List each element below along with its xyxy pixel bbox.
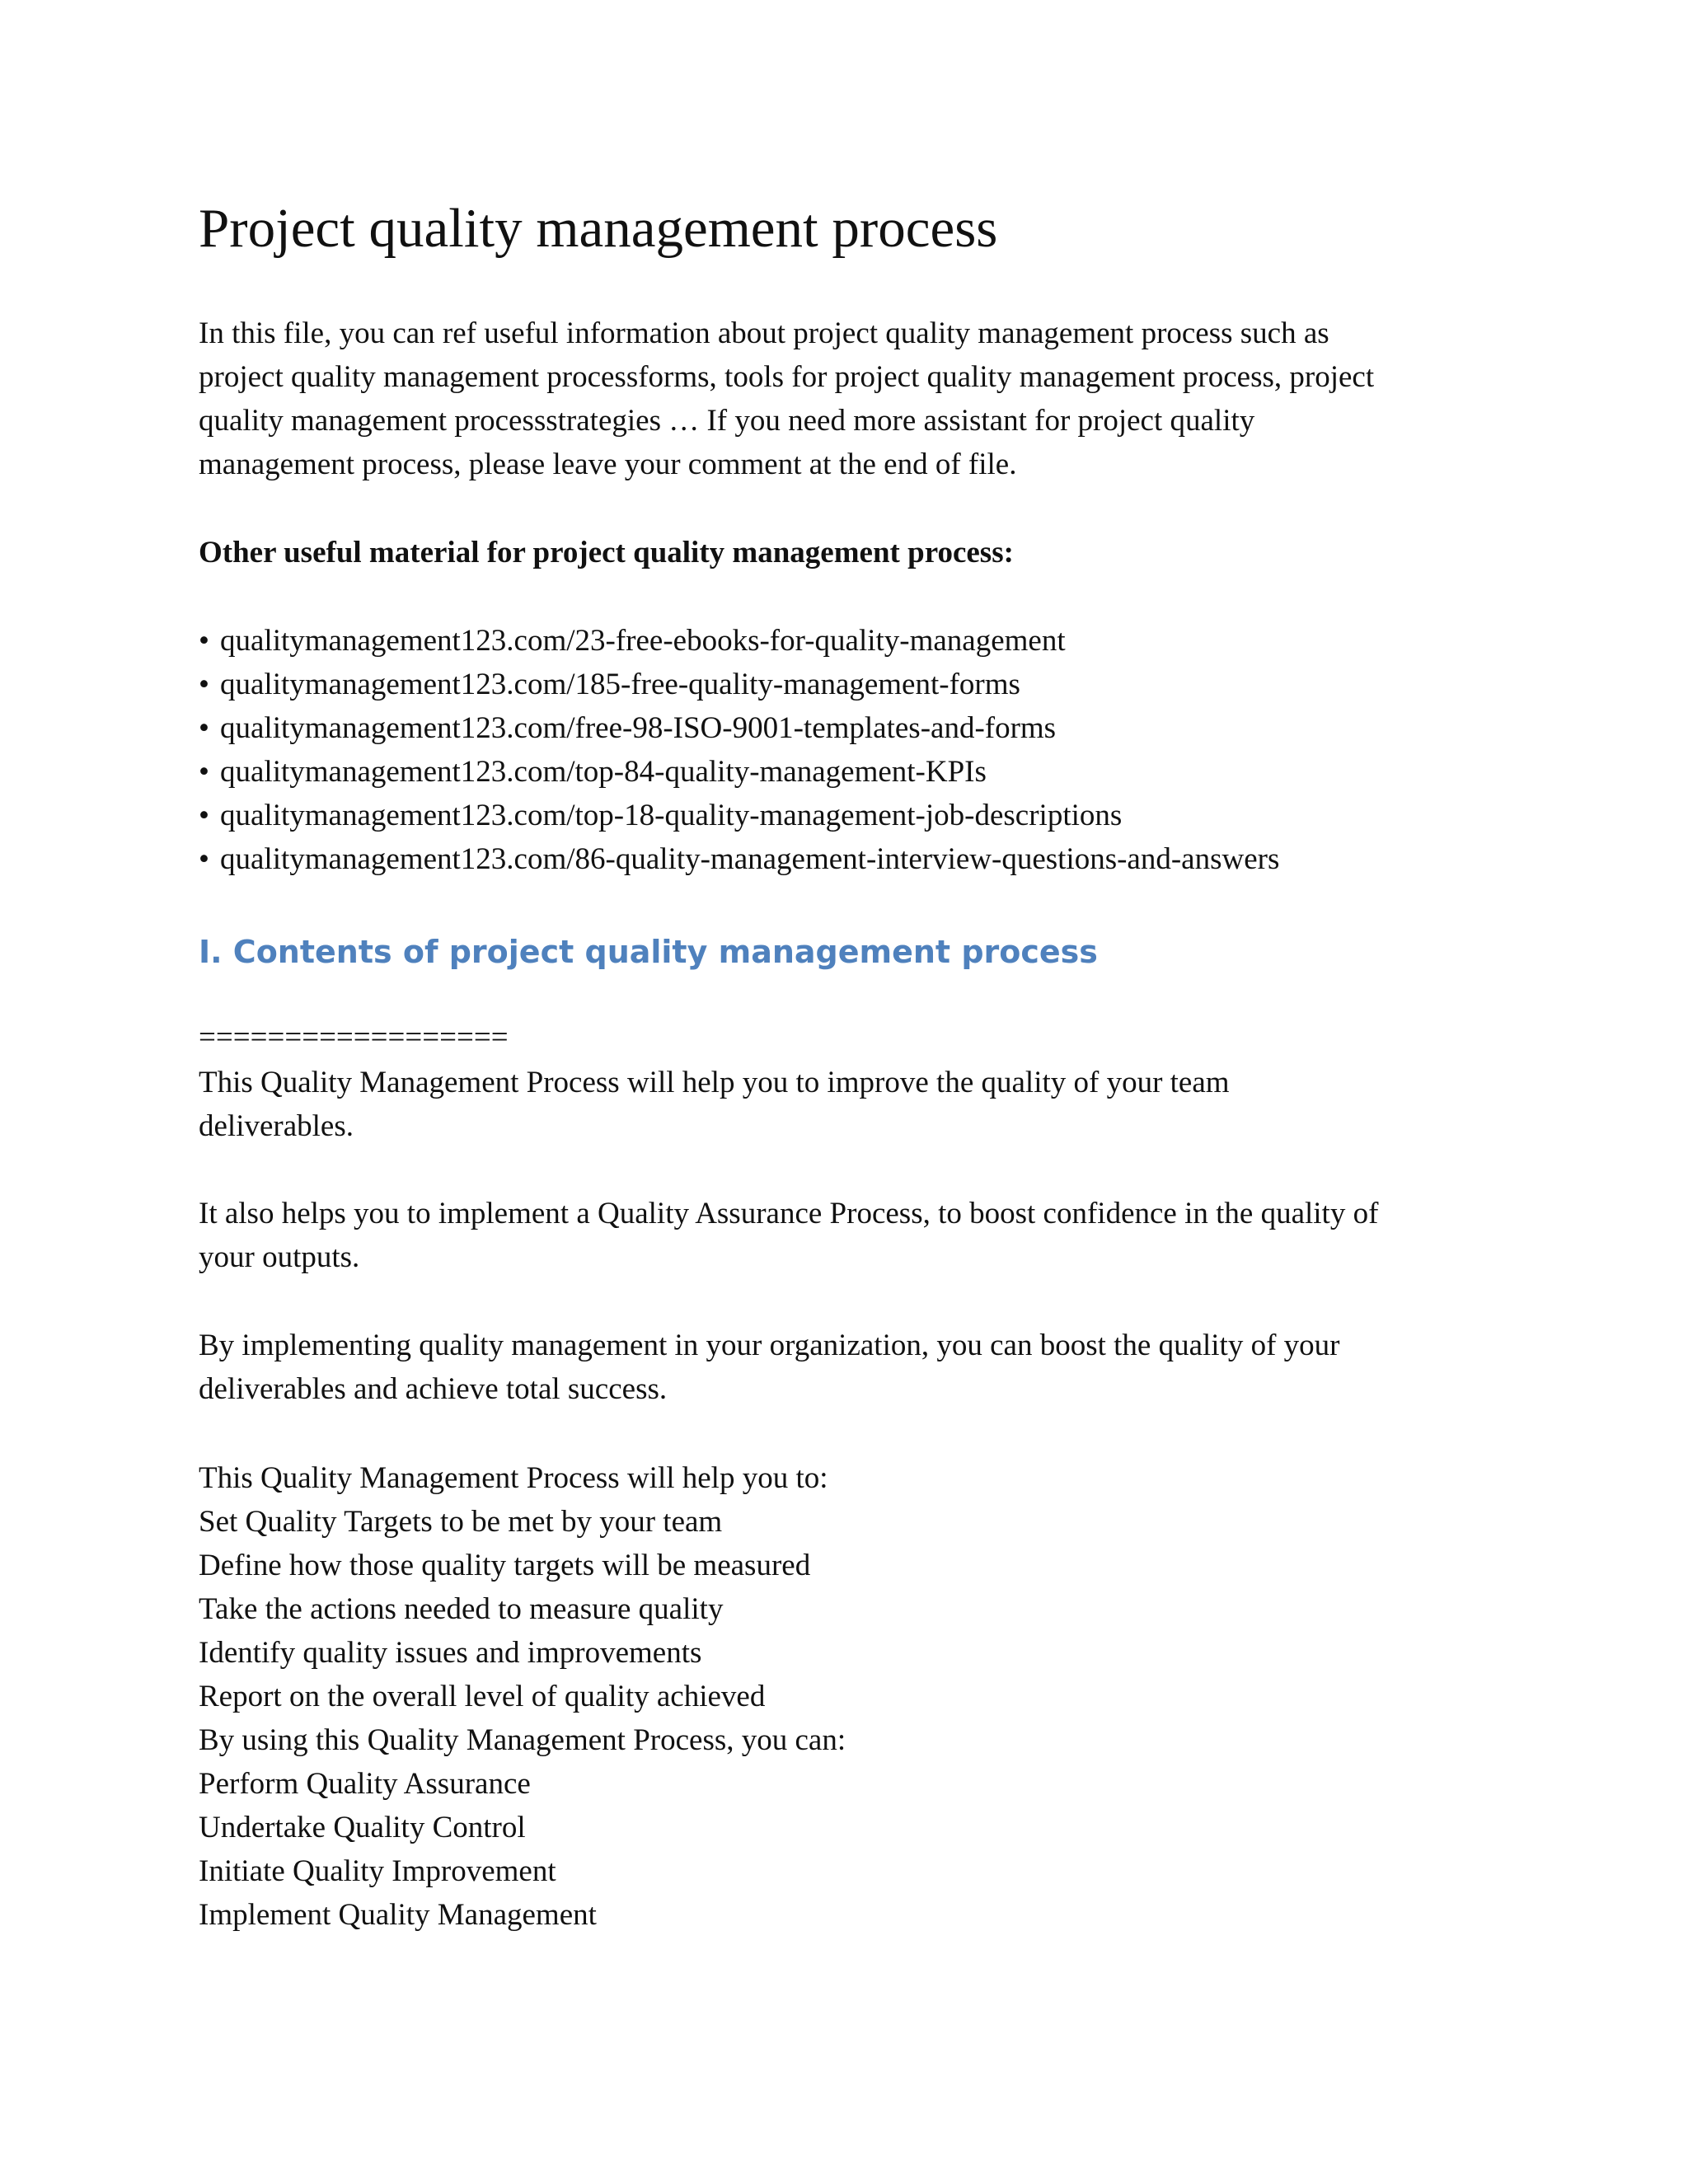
list-item: Set Quality Targets to be met by your team — [199, 1505, 723, 1539]
bullet-icon: • — [199, 711, 209, 745]
list-item: Define how those quality targets will be measured — [199, 1549, 811, 1582]
resource-link-text[interactable]: qualitymanagement123.com/86-quality-management-interview-questions-and-answers — [220, 842, 1280, 876]
paragraph-improve-quality — [199, 1061, 1230, 1148]
bullet-icon: • — [199, 668, 209, 701]
resource-link-item[interactable] — [199, 837, 1279, 881]
intro-line: management process, please leave your comment at the end of file. — [199, 448, 1017, 481]
intro-line: project quality management processforms, tools for project quality management process, project — [199, 360, 1375, 394]
resource-link-item[interactable] — [199, 706, 1279, 750]
bullet-icon: • — [199, 624, 209, 658]
paragraph-implementing-quality — [199, 1324, 1339, 1411]
intro-line: In this file, you can ref useful information about project quality management process such as — [199, 316, 1329, 350]
resource-links-list — [199, 619, 1279, 881]
resource-link-text[interactable]: qualitymanagement123.com/top-84-quality-management-KPIs — [220, 755, 987, 789]
list-item: By using this Quality Management Process, you can: — [199, 1723, 846, 1757]
process-benefits-list — [199, 1456, 846, 1937]
paragraph-line: deliverables and achieve total success. — [199, 1372, 668, 1406]
bullet-icon: • — [199, 842, 209, 876]
paragraph-line: It also helps you to implement a Quality Assurance Process, to boost confidence in the quality of — [199, 1197, 1379, 1230]
page-title: Project quality management process — [199, 198, 998, 259]
resource-link-item[interactable] — [199, 619, 1279, 663]
bullet-icon: • — [199, 799, 209, 832]
bullet-icon: • — [199, 755, 209, 789]
resource-link-text[interactable]: qualitymanagement123.com/free-98-ISO-9001-templates-and-forms — [220, 711, 1057, 745]
resource-link-text[interactable]: qualitymanagement123.com/185-free-quality-management-forms — [220, 668, 1020, 701]
resource-link-item[interactable] — [199, 750, 1279, 794]
separator-line: ================== — [199, 1020, 509, 1054]
intro-paragraph — [199, 312, 1374, 486]
other-material-heading: Other useful material for project quality management process: — [199, 536, 1014, 569]
paragraph-line: deliverables. — [199, 1109, 354, 1143]
intro-line: quality management processstrategies … If you need more assistant for project quality — [199, 404, 1255, 438]
list-item: Take the actions needed to measure quality — [199, 1592, 724, 1626]
paragraph-quality-assurance — [199, 1192, 1378, 1279]
list-item: Undertake Quality Control — [199, 1811, 526, 1844]
list-item: Initiate Quality Improvement — [199, 1854, 556, 1888]
paragraph-line: By implementing quality management in your organization, you can boost the quality of your — [199, 1329, 1340, 1362]
list-item: Identify quality issues and improvements — [199, 1636, 702, 1670]
list-item: Implement Quality Management — [199, 1898, 597, 1932]
resource-link-item[interactable] — [199, 663, 1279, 706]
resource-link-text[interactable]: qualitymanagement123.com/top-18-quality-management-job-descriptions — [220, 799, 1123, 832]
section-heading-contents: I. Contents of project quality management process — [199, 934, 1098, 970]
list-item: Report on the overall level of quality achieved — [199, 1680, 766, 1713]
paragraph-line: your outputs. — [199, 1240, 360, 1274]
paragraph-line: This Quality Management Process will help you to improve the quality of your team — [199, 1066, 1230, 1099]
list-item: Perform Quality Assurance — [199, 1767, 531, 1801]
resource-link-item[interactable] — [199, 794, 1279, 837]
resource-link-text[interactable]: qualitymanagement123.com/23-free-ebooks-for-quality-management — [220, 624, 1066, 658]
list-item: This Quality Management Process will help you to: — [199, 1461, 828, 1495]
